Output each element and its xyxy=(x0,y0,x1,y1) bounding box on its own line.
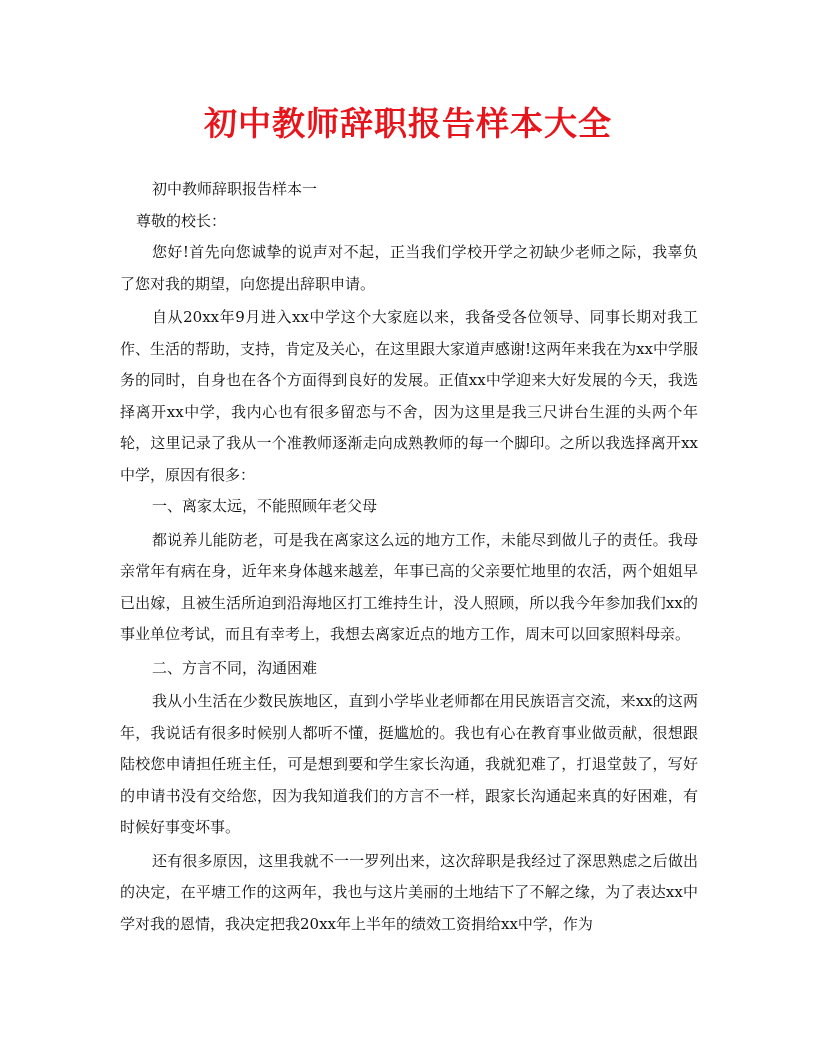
paragraph: 我从小生活在少数民族地区，直到小学毕业老师都在用民族语言交流，来xx的这两年，我说话有很多时候别人都听不懂，挺尴尬的。我也有心在教育事业做贡献，很想跟陆校您申请担任班主任，可是想到要和学生家长沟通，我就犯难了，打退堂鼓了，写好的申请书没有交给您，因为我知道我们的方言不一样，跟家长沟通起来真的好困难，有时候好事变坏事。 xyxy=(120,692,698,836)
subheading: 一、离家太远，不能照顾年老父母 xyxy=(152,497,378,515)
paragraph: 还有很多原因，这里我就不一一罗列出来，这次辞职是我经过了深思熟虑之后做出的决定，在平塘工作的这两年，我也与这片美丽的土地结下了不解之缘，为了表达xx中学对我的恩情，我决定把我20xx年上半年的绩效工资捐给xx中学，作为 xyxy=(120,851,698,933)
document-title: 初中教师辞职报告样本大全 xyxy=(204,104,612,143)
paragraph: 都说养儿能防老，可是我在离家这么远的地方工作，未能尽到做儿子的责任。我母亲常年有病在身，近年来身体越来越差，年事已高的父亲要忙地里的农活，两个姐姐早已出嫁，且被生活所迫到沿海地区打工维持生计，没人照顾，所以我今年参加我们xx的事业单位考试，而且有幸考上，我想去离家近点的地方工作，周末可以回家照料母亲。 xyxy=(120,530,698,643)
paragraph: 自从20xx年9月进入xx中学这个大家庭以来，我备受各位领导、同事长期对我工作、生活的帮助，支持，肯定及关心，在这里跟大家道声感谢!这两年来我在为xx中学服务的同时，自身也在各个方面得到良好的发展。正值xx中学迎来大好发展的今天，我选择离开xx中学，我内心也有很多留恋与不舍，因为这里是我三尺讲台生涯的头两个年轮，这里记录了我从一个准教师逐渐走向成熟教师的每一个脚印。之所以我选择离开xx中学，原因有很多： xyxy=(120,308,698,484)
paragraph: 您好!首先向您诚挚的说声对不起，正当我们学校开学之初缺少老师之际，我辜负了您对我的期望，向您提出辞职申请。 xyxy=(120,243,698,293)
subheading: 二、方言不同，沟通困难 xyxy=(152,658,318,677)
document-body xyxy=(120,174,698,940)
section-title: 初中教师辞职报告样本一 xyxy=(152,180,318,198)
salutation: 尊敬的校长： xyxy=(136,211,227,230)
